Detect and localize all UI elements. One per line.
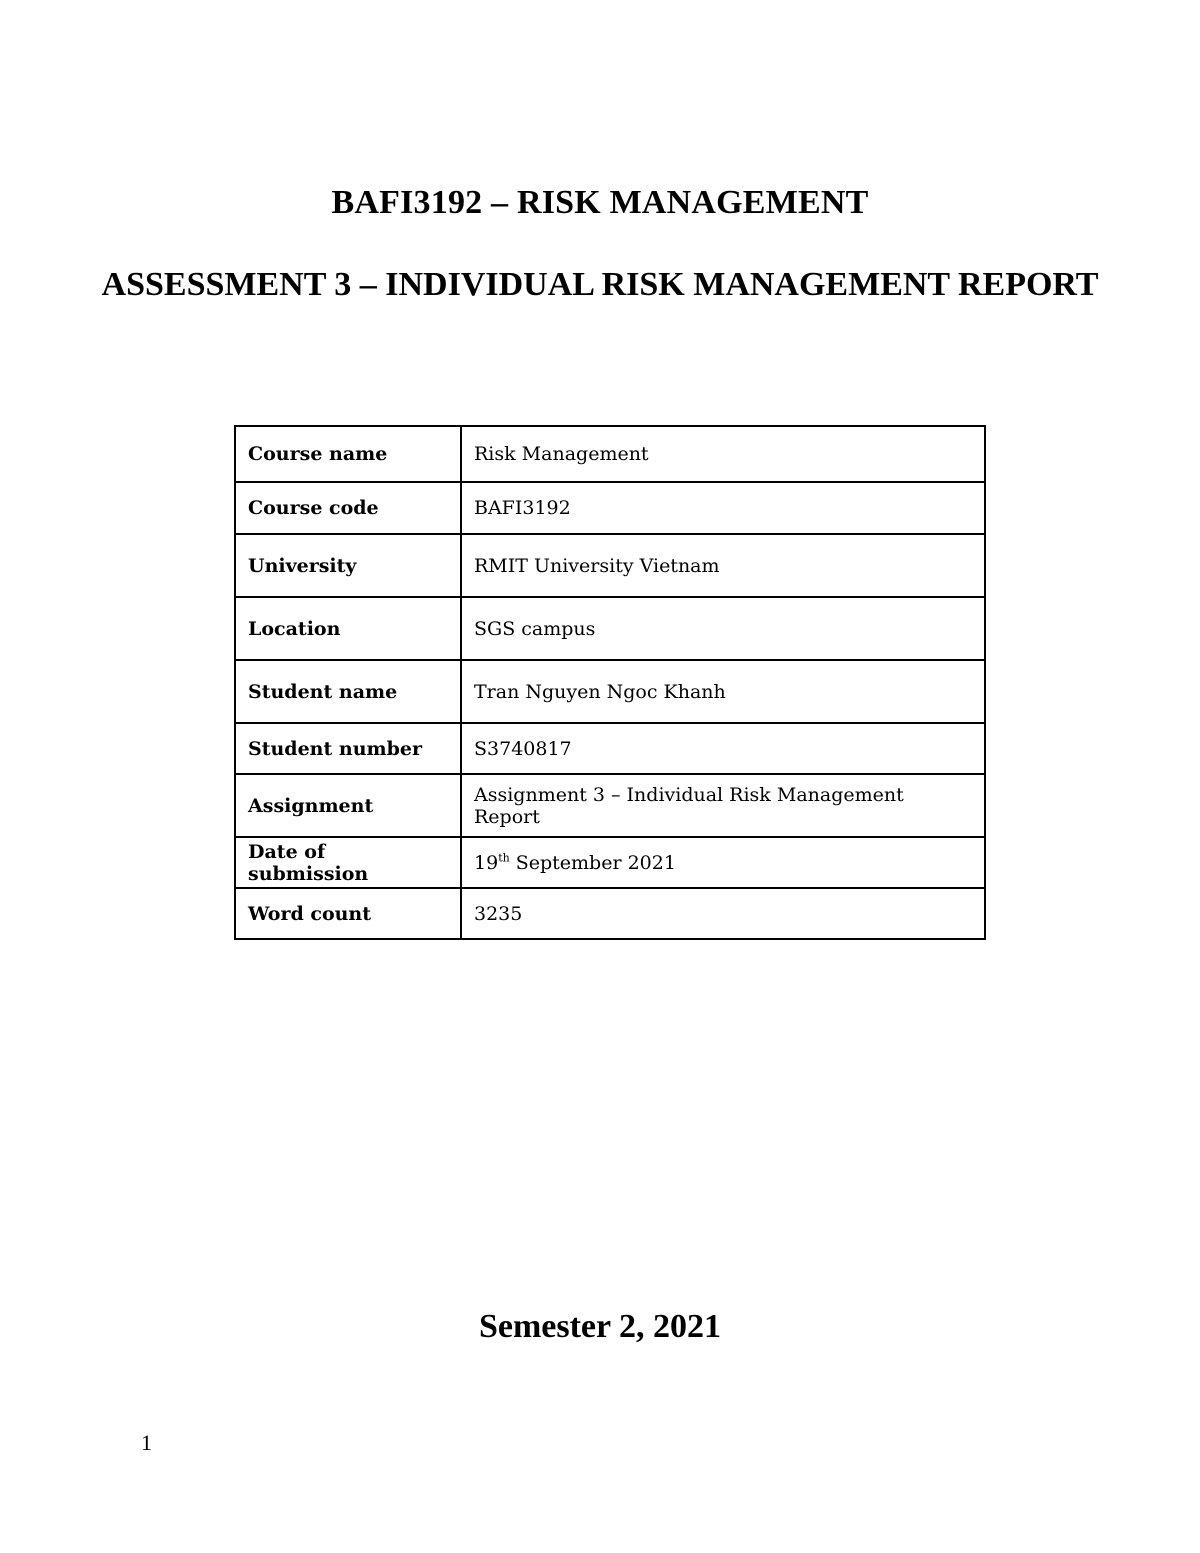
- table-row: [235, 482, 985, 534]
- row-value: Tran Nguyen Ngoc Khanh: [461, 660, 985, 723]
- table-row: [235, 534, 985, 597]
- date-day: 19: [474, 851, 499, 874]
- cover-info-table: [234, 425, 986, 940]
- row-label: Assignment: [235, 774, 461, 837]
- row-label: Student name: [235, 660, 461, 723]
- document-title: BAFI3192 – RISK MANAGEMENT: [331, 184, 869, 221]
- row-value: RMIT University Vietnam: [461, 534, 985, 597]
- table-row: [235, 660, 985, 723]
- row-label: Student number: [235, 723, 461, 774]
- row-value: Assignment 3 – Individual Risk Management Report: [461, 774, 985, 837]
- date-rest: September 2021: [509, 851, 676, 874]
- semester-label: Semester 2, 2021: [478, 1308, 722, 1345]
- document-subtitle: ASSESSMENT 3 – INDIVIDUAL RISK MANAGEMENT REPORT: [101, 266, 1099, 303]
- table-row: [235, 888, 985, 939]
- row-value: 3235: [461, 888, 985, 939]
- row-label: University: [235, 534, 461, 597]
- page-number: 1: [141, 1430, 152, 1455]
- table-row: [235, 426, 985, 482]
- row-value: S3740817: [461, 723, 985, 774]
- table-row: [235, 597, 985, 660]
- row-label: Location: [235, 597, 461, 660]
- row-label: Date of submission: [235, 837, 461, 888]
- table-row: [235, 723, 985, 774]
- table-row: [235, 837, 985, 888]
- row-label: Course name: [235, 426, 461, 482]
- row-value: SGS campus: [461, 597, 985, 660]
- row-value: BAFI3192: [461, 482, 985, 534]
- row-label: Course code: [235, 482, 461, 534]
- date-ordinal-suffix: th: [498, 851, 510, 865]
- row-value: Risk Management: [461, 426, 985, 482]
- row-value: [461, 837, 985, 888]
- row-label: Word count: [235, 888, 461, 939]
- table-row: [235, 774, 985, 837]
